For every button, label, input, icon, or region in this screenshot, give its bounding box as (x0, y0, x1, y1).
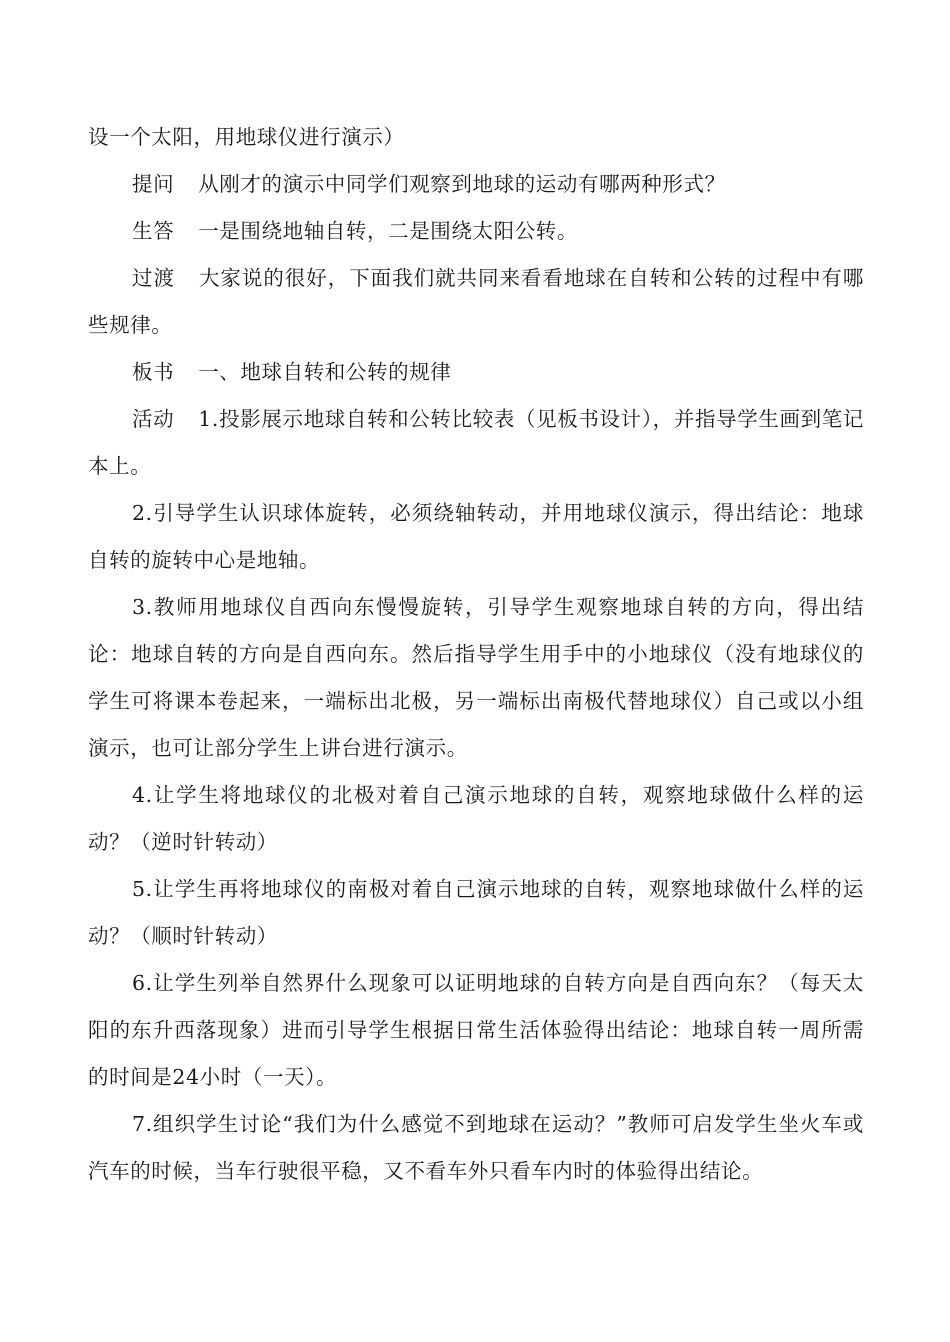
paragraph-text: 从刚才的演示中同学们观察到地球的运动有哪两种形式？ (198, 172, 726, 196)
paragraph-blackboard (88, 349, 864, 396)
paragraph-activity (88, 396, 864, 490)
paragraph-label: 板书 (132, 360, 175, 384)
paragraph-text: 大家说的很好，下面我们就共同来看看地球在自转和公转的过程中有哪些规律。 (88, 266, 864, 337)
paragraph-label: 提问 (132, 172, 175, 196)
paragraph-text: 一、地球自转和公转的规律 (198, 360, 452, 384)
paragraph-label: 过渡 (132, 266, 175, 290)
paragraph-step-2 (88, 490, 864, 584)
document-page (88, 114, 864, 1195)
paragraph-question (88, 161, 864, 208)
paragraph-step-6 (88, 960, 864, 1101)
paragraph-text: 3.教师用地球仪自西向东慢慢旋转，引导学生观察地球自转的方向，得出结论：地球自转的方向是自西向东。然后指导学生用手中的小地球仪（没有地球仪的学生可将课本卷起来，一端标出北极，另一端标出南极代替地球仪）自己或以小组演示，也可让部分学生上讲台进行演示。 (88, 595, 864, 760)
paragraph-continuation (88, 114, 864, 161)
paragraph-text: 一是围绕地轴自转，二是围绕太阳公转。 (198, 219, 579, 243)
paragraph-step-4 (88, 772, 864, 866)
paragraph-step-7 (88, 1101, 864, 1195)
paragraph-text: 1.投影展示地球自转和公转比较表（见板书设计），并指导学生画到笔记本上。 (88, 407, 865, 478)
paragraph-student-answer (88, 208, 864, 255)
paragraph-text: 2.引导学生认识球体旋转，必须绕轴转动，并用地球仪演示，得出结论：地球自转的旋转中心是地轴。 (88, 501, 864, 572)
paragraph-text: 5.让学生再将地球仪的南极对着自己演示地球的自转，观察地球做什么样的运动？（顺时针转动） (88, 877, 864, 948)
paragraph-text: 6.让学生列举自然界什么现象可以证明地球的自转方向是自西向东？（每天太阳的东升西落现象）进而引导学生根据日常生活体验得出结论：地球自转一周所需的时间是24小时（一天）。 (88, 971, 864, 1089)
paragraph-transition (88, 255, 864, 349)
paragraph-step-3 (88, 584, 864, 772)
paragraph-text: 设一个太阳，用地球仪进行演示） (88, 125, 405, 149)
paragraph-step-5 (88, 866, 864, 960)
paragraph-label: 生答 (132, 219, 175, 243)
paragraph-label: 活动 (132, 407, 175, 431)
paragraph-text: 4.让学生将地球仪的北极对着自己演示地球的自转，观察地球做什么样的运动？（逆时针转动） (88, 783, 864, 854)
paragraph-text: 7.组织学生讨论“我们为什么感觉不到地球在运动？”教师可启发学生坐火车或汽车的时候，当车行驶很平稳，又不看车外只看车内时的体验得出结论。 (88, 1112, 864, 1183)
